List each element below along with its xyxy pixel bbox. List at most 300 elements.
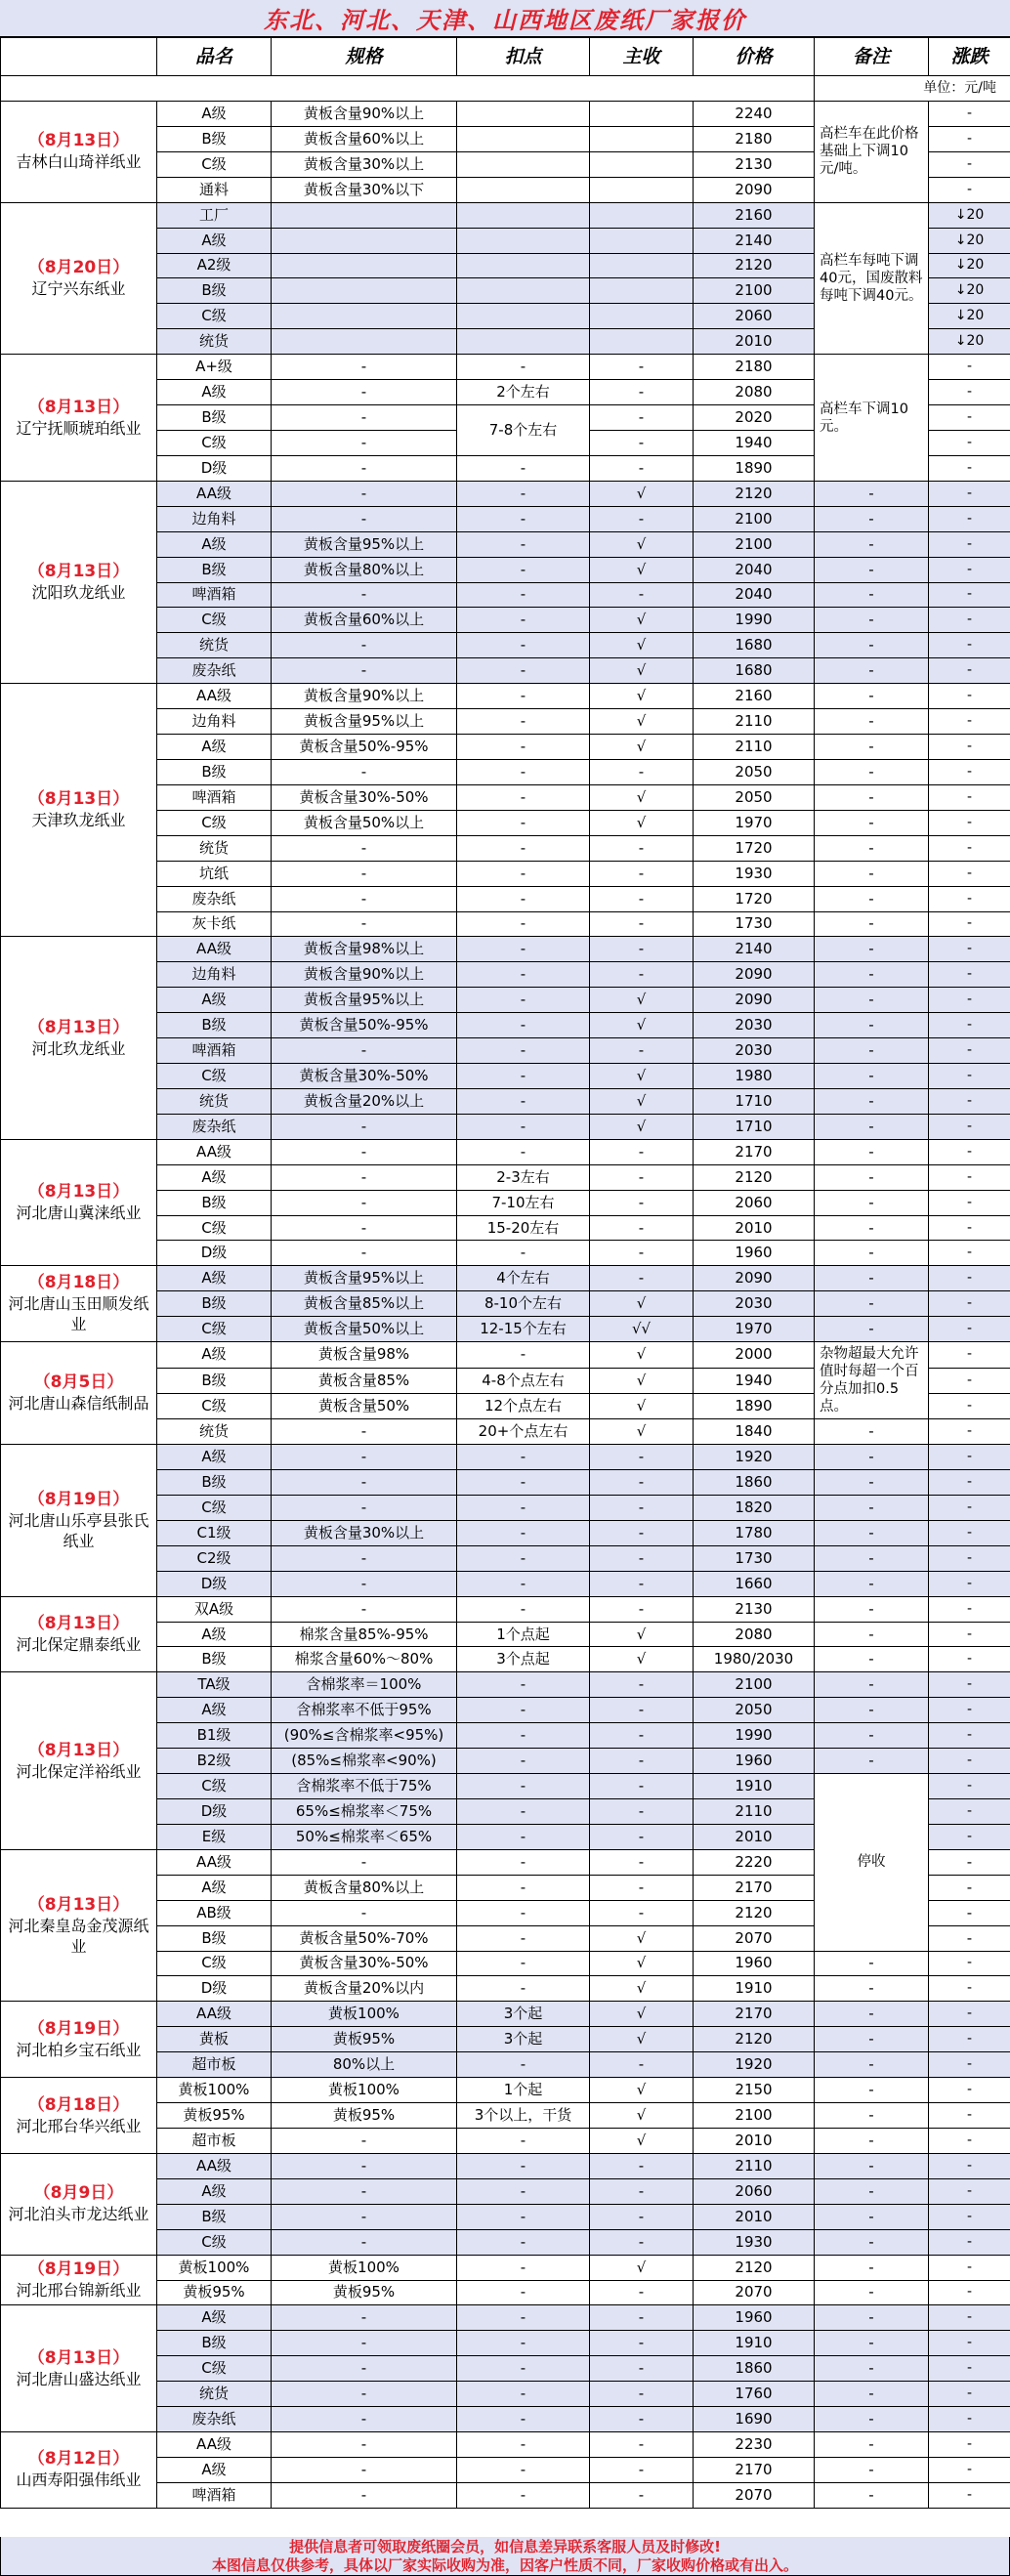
cell-change: -: [929, 911, 1010, 937]
cell-change: -: [929, 835, 1010, 861]
cell-grade: AA级: [157, 1849, 272, 1875]
cell-grade: B1级: [157, 1723, 272, 1749]
cell-remark: -: [815, 988, 929, 1013]
cell-change: ↓20: [929, 304, 1010, 329]
cell-remark: -: [929, 1900, 1010, 1925]
cell-grade: 统货: [157, 835, 272, 861]
cell-change: ↓20: [929, 278, 1010, 304]
cell-change: -: [929, 531, 1010, 557]
cell-price: 2110: [694, 709, 815, 735]
cell-spec: -: [272, 582, 457, 608]
cell-main-purchase: [590, 151, 694, 177]
company-name: 河北保定鼎泰纸业: [16, 1635, 142, 1654]
cell-main-purchase: -: [590, 1190, 694, 1215]
cell-spec: [272, 228, 457, 253]
cell-change: -: [929, 684, 1010, 709]
cell-grade: 通料: [157, 177, 272, 202]
cell-remark: -: [815, 1698, 929, 1723]
cell-deduction: 4-8个点左右: [457, 1368, 590, 1393]
remark-cell: 高栏车下调10元。: [815, 355, 929, 482]
cell-grade: A级: [157, 1622, 272, 1647]
cell-price: 2180: [694, 355, 815, 380]
cell-grade: C级: [157, 1317, 272, 1342]
cell-remark: -: [815, 557, 929, 582]
cell-spec: -: [272, 481, 457, 506]
cell-price: 2120: [694, 253, 815, 278]
cell-change: -: [929, 1291, 1010, 1317]
cell-grade: B级: [157, 2331, 272, 2356]
cell-spec: 65%≤棉浆率＜75%: [272, 1799, 457, 1825]
cell-remark: -: [815, 2457, 929, 2482]
cell-price: 2120: [694, 2027, 815, 2052]
remark-cell: 高栏车在此价格基础上下调10元/吨。: [815, 102, 929, 203]
cell-spec: 黄板95%: [272, 2280, 457, 2305]
table-row: [1, 2432, 1010, 2458]
quote-date: （8月19日）: [27, 2018, 130, 2039]
cell-price: 1910: [694, 2331, 815, 2356]
cell-change: ↓20: [929, 202, 1010, 228]
cell-deduction: -: [457, 557, 590, 582]
cell-change: -: [929, 1190, 1010, 1215]
cell-price: 1780: [694, 1520, 815, 1545]
cell-remark: -: [815, 2153, 929, 2178]
cell-main-purchase: -: [590, 1241, 694, 1266]
table-row: [1, 684, 1010, 709]
cell-main-purchase: -: [590, 455, 694, 481]
cell-main-purchase: √: [590, 810, 694, 835]
cell-grade: B级: [157, 1925, 272, 1951]
company-cell: [1, 1266, 157, 1342]
cell-spec: -: [272, 861, 457, 886]
cell-change: -: [929, 1951, 1010, 1976]
table-row: [1, 481, 1010, 506]
table-row: [1, 202, 1010, 228]
cell-deduction: -: [457, 355, 590, 380]
cell-change: -: [929, 784, 1010, 810]
cell-main-purchase: -: [590, 506, 694, 531]
cell-price: 2120: [694, 2255, 815, 2280]
cell-main-purchase: [590, 177, 694, 202]
cell-grade: C1级: [157, 1520, 272, 1545]
cell-spec: -: [272, 1571, 457, 1596]
cell-main-purchase: √: [590, 1064, 694, 1089]
cell-main-purchase: [590, 126, 694, 151]
cell-main-purchase: √: [590, 1925, 694, 1951]
sheet-title: 东北、河北、天津、山西地区废纸厂家报价: [0, 0, 1010, 37]
cell-spec: 黄板含量95%以上: [272, 1266, 457, 1291]
cell-grade: B级: [157, 126, 272, 151]
cell-change: -: [929, 1723, 1010, 1749]
cell-price: 2050: [694, 759, 815, 784]
cell-remark: -: [815, 937, 929, 962]
cell-remark: -: [815, 1596, 929, 1622]
quote-date: （8月19日）: [27, 2259, 130, 2280]
cell-deduction: 12-15个左右: [457, 1317, 590, 1342]
cell-change: -: [929, 1215, 1010, 1241]
cell-grade: B级: [157, 2204, 272, 2229]
cell-grade: A级: [157, 1698, 272, 1723]
cell-change: -: [929, 735, 1010, 760]
cell-remark: -: [815, 2255, 929, 2280]
cell-change: -: [929, 1241, 1010, 1266]
cell-grade: AA级: [157, 2002, 272, 2027]
cell-spec: 黄板含量95%以上: [272, 988, 457, 1013]
cell-main-purchase: -: [590, 1875, 694, 1900]
cell-price: 1930: [694, 2229, 815, 2255]
cell-remark: -: [815, 2178, 929, 2204]
quote-date: （8月13日）: [27, 1740, 130, 1760]
company-cell: [1, 1849, 157, 2002]
cell-deduction: -: [457, 1900, 590, 1925]
cell-change: -: [929, 1824, 1010, 1849]
footer-disclaimer: [0, 2537, 1010, 2576]
cell-grade: AA级: [157, 1139, 272, 1164]
cell-change: -: [929, 962, 1010, 988]
cell-main-purchase: -: [590, 2331, 694, 2356]
company-cell: [1, 1596, 157, 1672]
cell-grade: D级: [157, 1241, 272, 1266]
cell-price: 2100: [694, 1672, 815, 1698]
cell-deduction: -: [457, 2229, 590, 2255]
cell-price: 1680: [694, 658, 815, 684]
cell-deduction: -: [457, 2482, 590, 2508]
cell-deduction: 12个点左右: [457, 1393, 590, 1418]
cell-remark: -: [815, 1672, 929, 1698]
cell-deduction: 1个点起: [457, 1622, 590, 1647]
cell-price: 2010: [694, 1215, 815, 1241]
cell-remark: -: [815, 684, 929, 709]
cell-change: -: [929, 1088, 1010, 1114]
company-name: 河北唐山森信纸制品: [8, 1394, 149, 1414]
cell-change: -: [929, 1064, 1010, 1089]
cell-price: 2060: [694, 1190, 815, 1215]
cell-grade: 统货: [157, 633, 272, 658]
cell-price: 1960: [694, 1241, 815, 1266]
cell-remark: -: [815, 1470, 929, 1496]
cell-spec: 棉浆含量85%-95%: [272, 1622, 457, 1647]
company-name: 河北唐山玉田顺发纸业: [8, 1294, 149, 1334]
cell-deduction: 3个起: [457, 2002, 590, 2027]
table-row: [1, 102, 1010, 127]
cell-remark: -: [815, 1164, 929, 1190]
cell-grade: AA级: [157, 684, 272, 709]
quote-date: （8月13日）: [27, 789, 130, 810]
company-cell: [1, 202, 157, 355]
cell-remark: -: [815, 735, 929, 760]
cell-main-purchase: √: [590, 531, 694, 557]
cell-price: 1720: [694, 886, 815, 911]
cell-main-purchase: √: [590, 2128, 694, 2153]
cell-spec: -: [272, 2356, 457, 2382]
company-cell: [1, 684, 157, 937]
cell-price: 2180: [694, 126, 815, 151]
cell-remark: -: [815, 2382, 929, 2407]
cell-price: 2030: [694, 1038, 815, 1064]
cell-deduction: -: [457, 709, 590, 735]
company-cell: [1, 1445, 157, 1597]
cell-spec: -: [272, 2204, 457, 2229]
cell-main-purchase: √: [590, 1291, 694, 1317]
cell-grade: B级: [157, 557, 272, 582]
cell-remark: -: [815, 1647, 929, 1672]
cell-price: 1720: [694, 835, 815, 861]
cell-deduction: -: [457, 735, 590, 760]
cell-main-purchase: √√: [590, 1317, 694, 1342]
cell-price: 2100: [694, 278, 815, 304]
cell-spec: -: [272, 911, 457, 937]
cell-main-purchase: √: [590, 1647, 694, 1672]
cell-grade: AA级: [157, 481, 272, 506]
cell-price: 1710: [694, 1088, 815, 1114]
cell-spec: [272, 304, 457, 329]
cell-grade: A级: [157, 2457, 272, 2482]
cell-main-purchase: -: [590, 759, 694, 784]
cell-remark: -: [815, 2052, 929, 2078]
cell-deduction: -: [457, 1723, 590, 1749]
cell-price: 2090: [694, 1266, 815, 1291]
cell-grade: AA级: [157, 2153, 272, 2178]
cell-deduction: -: [457, 2356, 590, 2382]
cell-spec: -: [272, 2331, 457, 2356]
cell-main-purchase: [590, 102, 694, 127]
cell-remark: -: [815, 2027, 929, 2052]
cell-remark: -: [815, 2305, 929, 2331]
quote-date: （8月18日）: [27, 1273, 130, 1293]
cell-grade: C级: [157, 1064, 272, 1089]
cell-price: 1940: [694, 430, 815, 455]
cell-spec: 黄板含量30%以下: [272, 177, 457, 202]
cell-deduction: [457, 102, 590, 127]
cell-spec: -: [272, 455, 457, 481]
cell-spec: 含棉浆率不低于75%: [272, 1774, 457, 1799]
cell-deduction: -: [457, 2178, 590, 2204]
cell-spec: -: [272, 1164, 457, 1190]
cell-price: 2110: [694, 735, 815, 760]
cell-change: -: [929, 1698, 1010, 1723]
cell-remark: -: [815, 911, 929, 937]
cell-deduction: [457, 253, 590, 278]
cell-grade: 灰卡纸: [157, 911, 272, 937]
cell-deduction: -: [457, 1470, 590, 1496]
cell-price: 2100: [694, 506, 815, 531]
cell-main-purchase: -: [590, 582, 694, 608]
cell-spec: 黄板含量50%以上: [272, 1317, 457, 1342]
remark-cell: 停收: [815, 1774, 929, 1951]
column-header: 规格: [272, 38, 457, 76]
table-row: [1, 937, 1010, 962]
cell-grade: C2级: [157, 1545, 272, 1571]
cell-deduction: [457, 126, 590, 151]
cell-remark: -: [815, 608, 929, 633]
company-name: 河北泊头市龙达纸业: [8, 2205, 149, 2224]
company-name: 河北保定洋裕纸业: [16, 1761, 142, 1781]
cell-change: ↓20: [929, 253, 1010, 278]
cell-price: 1940: [694, 1368, 815, 1393]
cell-spec: 黄板100%: [272, 2078, 457, 2103]
cell-deduction: -: [457, 582, 590, 608]
cell-price: 1730: [694, 1545, 815, 1571]
cell-price: 2170: [694, 2002, 815, 2027]
cell-price: 2090: [694, 177, 815, 202]
cell-change: -: [929, 1520, 1010, 1545]
cell-remark: -: [815, 1495, 929, 1520]
cell-spec: -: [272, 2305, 457, 2331]
cell-spec: [272, 329, 457, 355]
cell-grade: D级: [157, 1799, 272, 1825]
cell-price: 2090: [694, 988, 815, 1013]
cell-price: 2050: [694, 784, 815, 810]
company-cell: [1, 1672, 157, 1849]
cell-deduction: -: [457, 1064, 590, 1089]
cell-spec: 黄板含量98%: [272, 1342, 457, 1368]
cell-change: -: [929, 1749, 1010, 1774]
cell-deduction: -: [457, 1139, 590, 1164]
cell-main-purchase: √: [590, 481, 694, 506]
cell-remark: -: [815, 1749, 929, 1774]
cell-main-purchase: -: [590, 911, 694, 937]
cell-change: -: [929, 2128, 1010, 2153]
cell-main-purchase: -: [590, 2305, 694, 2331]
cell-grade: 工厂: [157, 202, 272, 228]
quote-date: （8月13日）: [27, 131, 130, 151]
cell-price: 2010: [694, 2204, 815, 2229]
cell-remark: -: [815, 886, 929, 911]
cell-deduction: -: [457, 911, 590, 937]
cell-main-purchase: √: [590, 2002, 694, 2027]
cell-price: 1820: [694, 1495, 815, 1520]
cell-main-purchase: -: [590, 2356, 694, 2382]
cell-change: -: [929, 1038, 1010, 1064]
cell-main-purchase: -: [590, 1520, 694, 1545]
cell-price: 2030: [694, 1291, 815, 1317]
cell-change: -: [929, 151, 1010, 177]
cell-deduction: -: [457, 1495, 590, 1520]
cell-price: 2010: [694, 2128, 815, 2153]
cell-deduction: -: [457, 2331, 590, 2356]
company-cell: [1, 2153, 157, 2255]
cell-remark: -: [815, 1088, 929, 1114]
cell-main-purchase: √: [590, 988, 694, 1013]
cell-price: 2140: [694, 228, 815, 253]
cell-deduction: -: [457, 2280, 590, 2305]
cell-price: 1960: [694, 1749, 815, 1774]
cell-grade: A级: [157, 1875, 272, 1900]
cell-main-purchase: [590, 228, 694, 253]
cell-spec: 黄板含量30%-50%: [272, 1951, 457, 1976]
cell-grade: A级: [157, 2305, 272, 2331]
cell-deduction: [457, 228, 590, 253]
cell-remark: -: [815, 1951, 929, 1976]
cell-spec: 黄板含量98%以上: [272, 937, 457, 962]
cell-spec: -: [272, 506, 457, 531]
table-row: [1, 1445, 1010, 1470]
cell-change: -: [929, 2482, 1010, 2508]
cell-grade: 统货: [157, 1419, 272, 1445]
cell-change: -: [929, 126, 1010, 151]
cell-change: -: [929, 1774, 1010, 1799]
cell-price: 2000: [694, 1342, 815, 1368]
cell-remark: -: [815, 1419, 929, 1445]
cell-main-purchase: -: [590, 2280, 694, 2305]
quote-date: （8月20日）: [27, 257, 130, 277]
cell-deduction: -: [457, 608, 590, 633]
cell-grade: B级: [157, 1013, 272, 1038]
cell-spec: -: [272, 759, 457, 784]
cell-deduction: -: [457, 1596, 590, 1622]
company-name: 河北唐山冀涞纸业: [16, 1204, 142, 1223]
cell-grade: 双A级: [157, 1596, 272, 1622]
cell-deduction: 3个点起: [457, 1647, 590, 1672]
company-cell: [1, 355, 157, 482]
cell-spec: -: [272, 1419, 457, 1445]
company-name: 河北玖龙纸业: [31, 1038, 126, 1058]
cell-remark: -: [815, 506, 929, 531]
cell-grade: 黄板95%: [157, 2103, 272, 2129]
cell-main-purchase: √: [590, 2027, 694, 2052]
cell-main-purchase: √: [590, 735, 694, 760]
quote-date: （8月5日）: [33, 1372, 124, 1393]
cell-spec: -: [272, 355, 457, 380]
footer-line-2: 本图信息仅供参考，具体以厂家实际收购为准，因客户性质不同，厂家收购价格或有出入。: [211, 2556, 798, 2574]
quote-date: （8月13日）: [27, 1182, 130, 1203]
cell-main-purchase: -: [590, 2432, 694, 2458]
cell-main-purchase: -: [590, 2382, 694, 2407]
cell-price: 1930: [694, 861, 815, 886]
cell-main-purchase: √: [590, 658, 694, 684]
cell-change: -: [929, 2002, 1010, 2027]
cell-price: 2120: [694, 481, 815, 506]
cell-main-purchase: √: [590, 684, 694, 709]
cell-main-purchase: -: [590, 2229, 694, 2255]
cell-grade: 统货: [157, 2382, 272, 2407]
company-name: 河北唐山乐亭县张氏纸业: [8, 1510, 149, 1550]
company-name: 山西寿阳强伟纸业: [16, 2470, 142, 2490]
quote-date: （8月13日）: [27, 1894, 130, 1915]
remark-cell: 高栏车每吨下调40元，国废散料每吨下调40元。: [815, 202, 929, 355]
cell-price: 2010: [694, 1824, 815, 1849]
cell-price: 2170: [694, 1875, 815, 1900]
cell-deduction: -: [457, 2382, 590, 2407]
cell-spec: 黄板含量90%以上: [272, 684, 457, 709]
cell-spec: 黄板含量90%以上: [272, 962, 457, 988]
cell-grade: AB级: [157, 1900, 272, 1925]
cell-main-purchase: -: [590, 962, 694, 988]
cell-change: -: [929, 455, 1010, 481]
cell-grade: 边角料: [157, 962, 272, 988]
cell-main-purchase: -: [590, 1470, 694, 1496]
cell-deduction: -: [457, 633, 590, 658]
cell-change: -: [929, 2027, 1010, 2052]
cell-grade: C级: [157, 810, 272, 835]
cell-remark: -: [815, 1064, 929, 1089]
cell-change: -: [929, 1470, 1010, 1496]
cell-spec: -: [272, 633, 457, 658]
cell-spec: [272, 278, 457, 304]
cell-deduction: -: [457, 1114, 590, 1139]
cell-price: 2040: [694, 582, 815, 608]
cell-price: 2170: [694, 2457, 815, 2482]
cell-remark: -: [815, 1241, 929, 1266]
cell-grade: B级: [157, 759, 272, 784]
cell-deduction: -: [457, 1824, 590, 1849]
cell-remark: -: [815, 633, 929, 658]
cell-price: 2020: [694, 405, 815, 431]
cell-remark: -: [815, 1139, 929, 1164]
cell-remark: -: [815, 2078, 929, 2103]
cell-grade: D级: [157, 455, 272, 481]
cell-remark: -: [815, 2356, 929, 2382]
cell-remark: -: [929, 1875, 1010, 1900]
